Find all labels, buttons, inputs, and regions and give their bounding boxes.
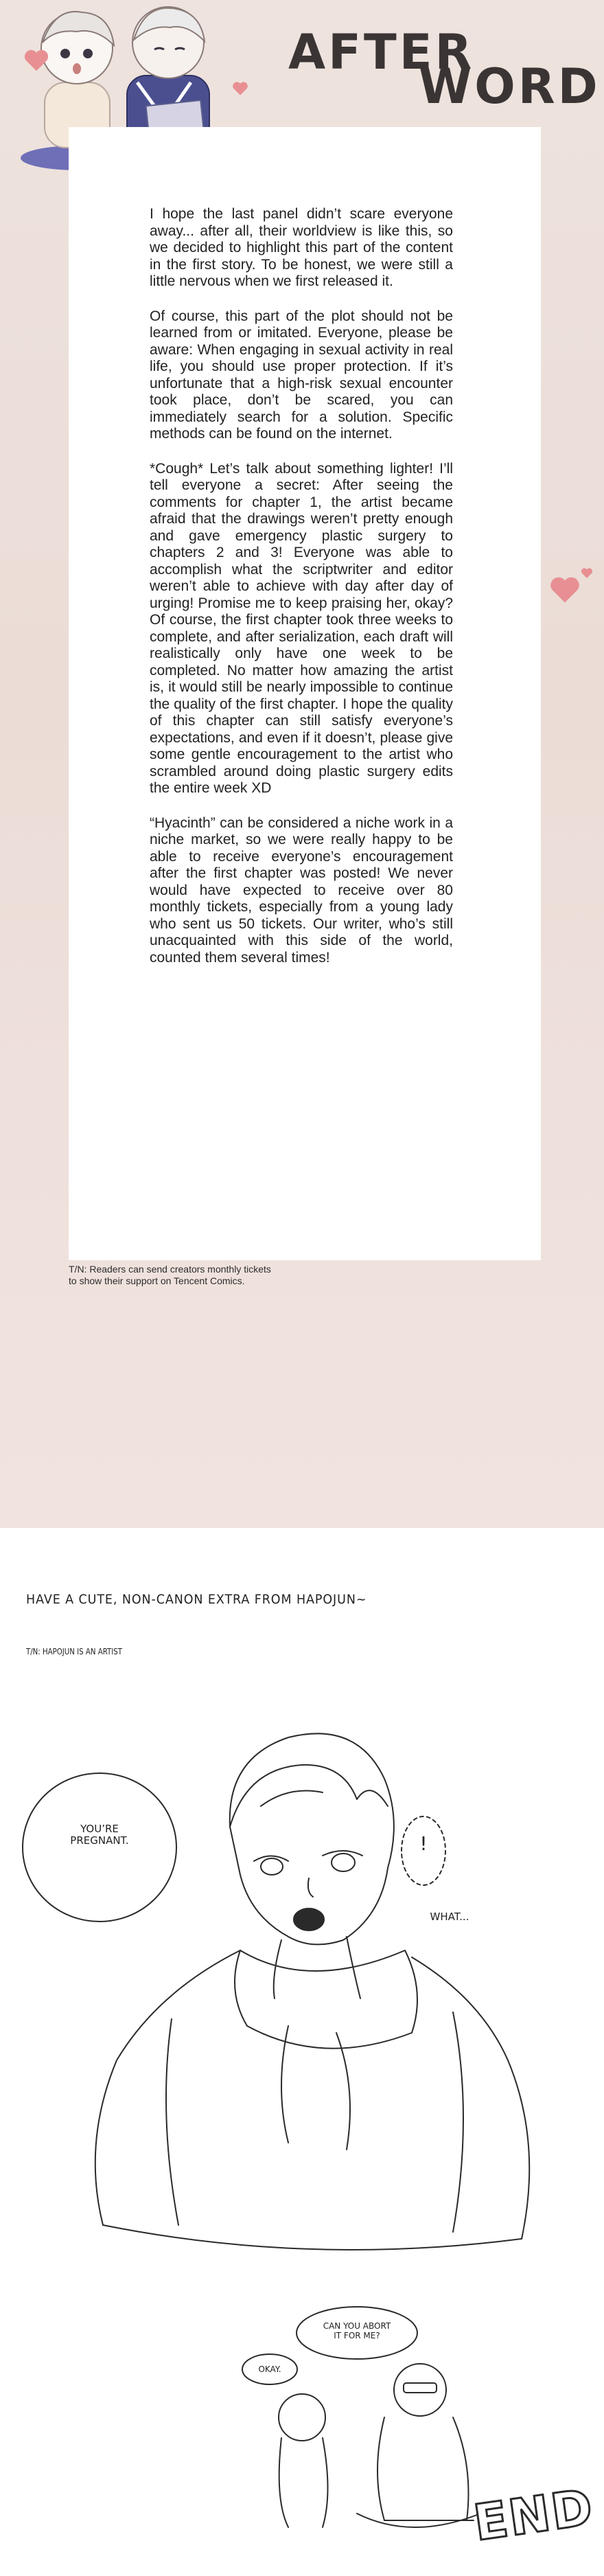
afterword-title-line2: WORD <box>419 58 601 115</box>
afterword-paragraph: Of course, this part of the plot should not be learned from or imitated. Everyone, please be aware: When engaging in sexual activity in real life, you should use proper protection. If it’s unfortunate that a high-risk sexual encounter took place, don’t be scared, you can immediately search for a solution. Specific methods can be found on the internet. <box>150 308 453 442</box>
afterword-title-line1: AFTER <box>288 24 475 80</box>
afterword-paragraph: “Hyacinth” can be considered a niche work in a niche market, so we were really happy to be able to receive everyone’s encouragement after the first chapter was posted! We never would have expected to receive over 80 monthly tickets, especially from a young lady who sent us 50 tickets. Our writer, who’s still unacquainted with this side of the world, counted them several times! <box>150 814 453 966</box>
bubble-line: PREGNANT. <box>70 1834 129 1847</box>
heart-icon <box>23 48 49 73</box>
heart-icon <box>581 567 593 579</box>
afterword-paragraph: I hope the last panel didn’t scare everyone away... after all, their worldview is like this, so we decided to highlight this part of the content in the first story. To be honest, we were still a little nervous when we first released it. <box>150 206 453 289</box>
bubble-line: IT FOR ME? <box>334 2331 380 2340</box>
heart-icon <box>232 81 248 96</box>
translator-note-line: to show their support on Tencent Comics. <box>69 1275 245 1286</box>
speech-bubble-pregnant <box>62 1823 137 1847</box>
translator-note-line: T/N: Readers can send creators monthly tickets <box>69 1264 271 1275</box>
afterword-paragraph: *Cough* Let’s talk about something lighter! I’ll tell everyone a secret: After seeing the comments for chapter 1, the artist became afraid that the drawings weren’t pretty enough and gave emergency plastic surgery to chapters 2 and 3! Everyone was able to accomplish what the scriptwriter and editor weren’t able to achieve with day after day of urging! Promise me to keep praising her, okay? Of course, the first chapter took three weeks to complete, and after serialization, each draft will realistically only have one week to be completed. No matter how amazing the artist is, it would still be nearly impossible to continue the quality of the first chapter. I hope the quality of this chapter can still satisfy everyone’s expectations, and even if it doesn’t, please give some gentle encouragement to the artist who scrambled around doing plastic surgery edits the entire week XD <box>150 460 453 796</box>
speech-bubble-abort <box>309 2321 405 2340</box>
speech-bubble-what: WHAT... <box>430 1911 469 1923</box>
heart-icon <box>549 575 581 604</box>
afterword-body <box>150 206 453 984</box>
bubble-line: YOU’RE <box>80 1823 119 1835</box>
speech-bubble-exclaim: ! <box>419 1832 428 1855</box>
translator-note <box>69 1264 357 1287</box>
extra-title: HAVE A CUTE, NON-CANON EXTRA FROM HAPOJUN~ <box>26 1592 367 1607</box>
extra-translator-note: T/N: HAPOJUN IS AN ARTIST <box>26 1647 122 1656</box>
end-title: END <box>470 2478 598 2552</box>
bubble-line: CAN YOU ABORT <box>323 2321 391 2331</box>
speech-bubble-okay: OKAY. <box>258 2364 281 2374</box>
afterword-text-card <box>69 127 541 1260</box>
